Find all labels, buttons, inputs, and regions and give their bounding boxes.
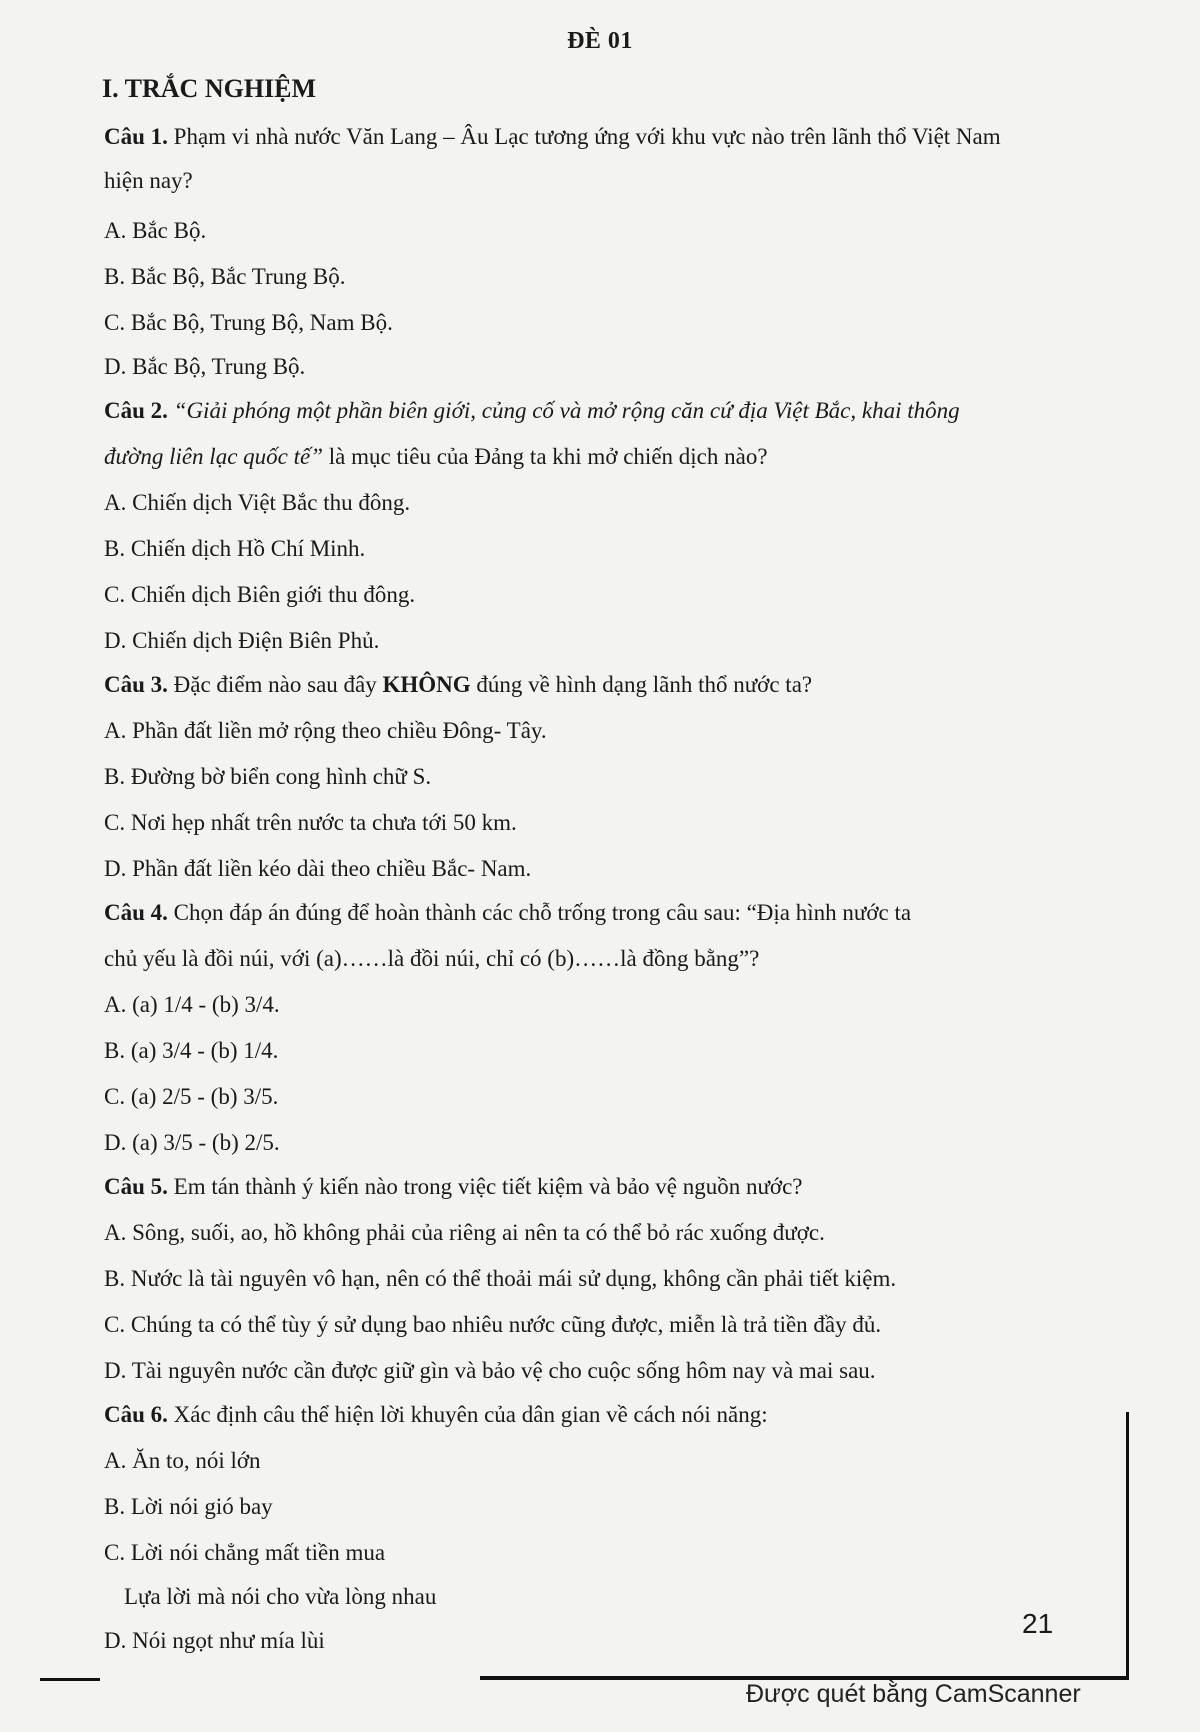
- question-1-option-a: A. Bắc Bộ.: [104, 218, 207, 243]
- question-4-option-d: D. (a) 3/5 - (b) 2/5.: [104, 1130, 280, 1155]
- question-5-text: Em tán thành ý kiến nào trong việc tiết kiệm và bảo vệ nguồn nước?: [173, 1174, 803, 1199]
- question-3-option-a: A. Phần đất liền mở rộng theo chiều Đông- Tây.: [104, 718, 547, 743]
- question-3-emphasis: KHÔNG: [382, 672, 471, 697]
- section-title: I. TRẮC NGHIỆM: [102, 74, 317, 103]
- question-2-option-b: B. Chiến dịch Hồ Chí Minh.: [104, 536, 366, 561]
- question-4-option-c: C. (a) 2/5 - (b) 3/5.: [104, 1084, 279, 1109]
- question-1-line-1: [104, 122, 1001, 152]
- question-1-option-d: D. Bắc Bộ, Trung Bộ.: [104, 354, 306, 379]
- question-3-text-before: Đặc điểm nào sau đây: [173, 672, 383, 697]
- question-4-line-2: chủ yếu là đồi núi, với (a)……là đồi núi, chỉ có (b)……là đồng bằng”?: [104, 946, 760, 971]
- question-4-line-1: [104, 898, 911, 928]
- question-2-label: Câu 2.: [104, 398, 168, 423]
- question-3-text-after: đúng về hình dạng lãnh thổ nước ta?: [470, 672, 813, 697]
- question-3-option-d: D. Phần đất liền kéo dài theo chiều Bắc- Nam.: [104, 856, 532, 881]
- question-3-option-c: C. Nơi hẹp nhất trên nước ta chưa tới 50 km.: [104, 810, 517, 835]
- page-frame-bottom-left: [40, 1678, 100, 1681]
- question-2-line-2: [104, 442, 768, 472]
- question-5-label: Câu 5.: [104, 1174, 168, 1199]
- page-number: 21: [1022, 1608, 1054, 1639]
- question-2-option-c: C. Chiến dịch Biên giới thu đông.: [104, 582, 416, 607]
- question-2-text: là mục tiêu của Đảng ta khi mở chiến dịch nào?: [323, 444, 768, 469]
- question-3-line-1: [104, 670, 812, 700]
- question-4-label: Câu 4.: [104, 900, 168, 925]
- question-4-option-a: A. (a) 1/4 - (b) 3/4.: [104, 992, 280, 1017]
- question-6-text: Xác định câu thể hiện lời khuyên của dân gian về cách nói năng:: [173, 1402, 768, 1427]
- page-frame-right: [1126, 1412, 1129, 1680]
- question-2-quote: “Giải phóng một phần biên giới, củng cố và mở rộng căn cứ địa Việt Bắc, khai thông: [173, 398, 960, 423]
- question-1-text: Phạm vi nhà nước Văn Lang – Âu Lạc tương ứng với khu vực nào trên lãnh thổ Việt Nam: [173, 124, 1001, 149]
- question-2-quote-end: đường liên lạc quốc tế”: [104, 444, 324, 469]
- question-4-option-b: B. (a) 3/4 - (b) 1/4.: [104, 1038, 279, 1063]
- question-6-option-b: B. Lời nói gió bay: [104, 1494, 273, 1519]
- question-2-option-d: D. Chiến dịch Điện Biên Phủ.: [104, 628, 380, 653]
- exam-title: ĐÈ 01: [567, 28, 633, 54]
- question-1-option-b: B. Bắc Bộ, Bắc Trung Bộ.: [104, 264, 346, 289]
- camscanner-watermark: Được quét bằng CamScanner: [746, 1680, 1081, 1708]
- question-5-option-a: A. Sông, suối, ao, hồ không phải của riêng ai nên ta có thể bỏ rác xuống được.: [104, 1220, 825, 1245]
- question-5-line-1: [104, 1172, 803, 1202]
- question-1-label: Câu 1.: [104, 124, 168, 149]
- question-6-option-c: C. Lời nói chẳng mất tiền mua: [104, 1540, 386, 1565]
- question-1-line-2: hiện nay?: [104, 168, 193, 193]
- question-6-option-a: A. Ăn to, nói lớn: [104, 1448, 261, 1473]
- question-1-option-c: C. Bắc Bộ, Trung Bộ, Nam Bộ.: [104, 310, 393, 335]
- question-3-label: Câu 3.: [104, 672, 168, 697]
- question-6-option-c-continued: Lựa lời mà nói cho vừa lòng nhau: [124, 1584, 437, 1609]
- question-6-line-1: [104, 1400, 768, 1430]
- question-5-option-d: D. Tài nguyên nước cần được giữ gìn và bảo vệ cho cuộc sống hôm nay và mai sau.: [104, 1358, 876, 1383]
- question-3-option-b: B. Đường bờ biển cong hình chữ S.: [104, 764, 432, 789]
- question-5-option-b: B. Nước là tài nguyên vô hạn, nên có thể thoải mái sử dụng, không cần phải tiết kiệm.: [104, 1266, 897, 1291]
- question-2-line-1: [104, 396, 960, 426]
- question-2-option-a: A. Chiến dịch Việt Bắc thu đông.: [104, 490, 411, 515]
- question-4-text: Chọn đáp án đúng để hoàn thành các chỗ trống trong câu sau: “Địa hình nước ta: [173, 900, 912, 925]
- question-6-label: Câu 6.: [104, 1402, 168, 1427]
- question-5-option-c: C. Chúng ta có thể tùy ý sử dụng bao nhiêu nước cũng được, miễn là trả tiền đầy đủ.: [104, 1312, 882, 1337]
- question-6-option-d: D. Nói ngọt như mía lùi: [104, 1628, 325, 1653]
